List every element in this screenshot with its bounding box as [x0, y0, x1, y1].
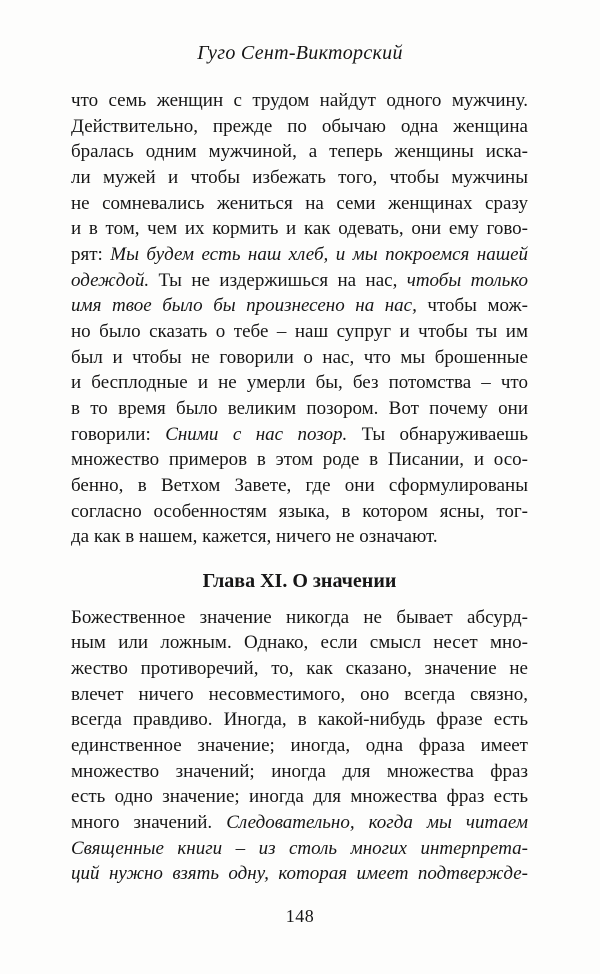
text-line: [71, 293, 528, 319]
text-line: [71, 88, 528, 114]
text-run: множество примеров в этом роде в Писании, и осо-: [71, 449, 528, 471]
text-line: [71, 656, 528, 682]
text-block: [71, 88, 528, 887]
text-run: всегда правдиво. Иногда, в какой-нибудь фразе есть: [71, 709, 528, 731]
chapter-heading: Глава XI. О значении: [202, 569, 397, 592]
text-run: в то время было великим позором. Вот почему они: [71, 397, 528, 419]
text-run: Ты не издержишься на нас,: [149, 269, 407, 291]
text-line: [71, 447, 528, 473]
text-run: множество значений; иногда для множества фраз: [71, 760, 528, 782]
page-footer: [0, 906, 600, 927]
text-run: что семь женщин с трудом найдут одного мужчину.: [71, 90, 528, 111]
text-line: [71, 630, 528, 656]
running-header-text: Гуго Сент-Викторский: [197, 42, 403, 64]
text-line: [71, 242, 528, 268]
text-line: [71, 759, 528, 785]
text-line: [71, 733, 528, 759]
text-run: согласно особенностям языка, в котором ясны, тог-: [71, 500, 528, 522]
italic-text-run: одеждой.: [71, 269, 150, 291]
text-run: жество противоречий, то, как сказано, значение не: [71, 658, 528, 680]
text-run: и бесплодные и не умерли бы, без потомства – что: [71, 372, 528, 394]
page-number: 148: [285, 906, 315, 926]
text-run: говорили:: [71, 423, 166, 445]
text-run: и в том, чем их кормить и как одевать, они ему гово-: [71, 218, 528, 240]
text-line: [71, 268, 528, 294]
text-line: [71, 836, 528, 862]
text-run: Божественное значение никогда не бывает абсурд-: [71, 606, 528, 628]
italic-text-run: Следовательно, когда мы читаем: [226, 812, 528, 834]
text-line: [71, 605, 528, 631]
italic-text-run: Мы будем есть наш хлеб, и мы покроемся нашей: [110, 243, 529, 265]
italic-text-run: Сними с нас позор.: [165, 423, 348, 445]
text-run: Ты обнаруживаешь: [347, 423, 528, 445]
text-line: [71, 216, 528, 242]
italic-text-run: чтобы только: [406, 269, 528, 291]
text-line: [71, 396, 528, 422]
text-line: [71, 473, 528, 499]
text-line: [71, 319, 528, 345]
text-run: не сомневались жениться на семи женщинах сразу: [71, 192, 528, 214]
text-line: [71, 682, 528, 708]
text-run: бенно, в Ветхом Завете, где они сформулированы: [71, 474, 528, 496]
text-line: [71, 810, 528, 836]
text-line: [71, 499, 528, 525]
text-line: [71, 345, 528, 371]
text-run: ным или ложным. Однако, если смысл несет мно-: [71, 632, 528, 654]
text-run: Действительно, прежде по обычаю одна женщина: [71, 115, 528, 137]
running-header: [0, 42, 600, 65]
text-run: чтобы мож-: [416, 295, 528, 317]
text-line: [71, 165, 528, 191]
text-line: [71, 139, 528, 165]
text-run: ли мужей и чтобы избежать того, чтобы мужчины: [71, 166, 528, 188]
text-line: [71, 861, 528, 887]
text-run: влечет ничего несовместимого, оно всегда связно,: [71, 683, 528, 705]
paragraph-continuation: [71, 88, 528, 550]
italic-text-run: имя твое было бы произнесено на нас,: [71, 295, 417, 317]
text-run: много значений.: [71, 812, 227, 834]
text-run: да как в нашем, кажется, ничего не означают.: [71, 526, 438, 548]
text-run: бралась одним мужчиной, а теперь женщины иска-: [71, 141, 528, 163]
italic-text-run: Священные книги – из столь многих интерпрета-: [71, 837, 528, 859]
text-line: [71, 422, 528, 448]
text-line: [71, 784, 528, 810]
text-run: рят:: [71, 243, 111, 265]
text-run: но было сказать о тебе – наш супруг и чтобы ты им: [71, 320, 528, 342]
text-line: [71, 707, 528, 733]
text-run: есть одно значение; иногда для множества фраз есть: [71, 786, 528, 808]
text-line: [71, 524, 528, 550]
text-line: [71, 114, 528, 140]
text-line: [71, 191, 528, 217]
text-line: [71, 370, 528, 396]
italic-text-run: ций нужно взять одну, которая имеет подтвержде-: [71, 863, 528, 885]
paragraph-chapter-11: [71, 605, 528, 887]
text-run: был и чтобы не говорили о нас, что мы брошенные: [71, 346, 528, 368]
text-run: единственное значение; иногда, одна фраза имеет: [71, 735, 528, 757]
